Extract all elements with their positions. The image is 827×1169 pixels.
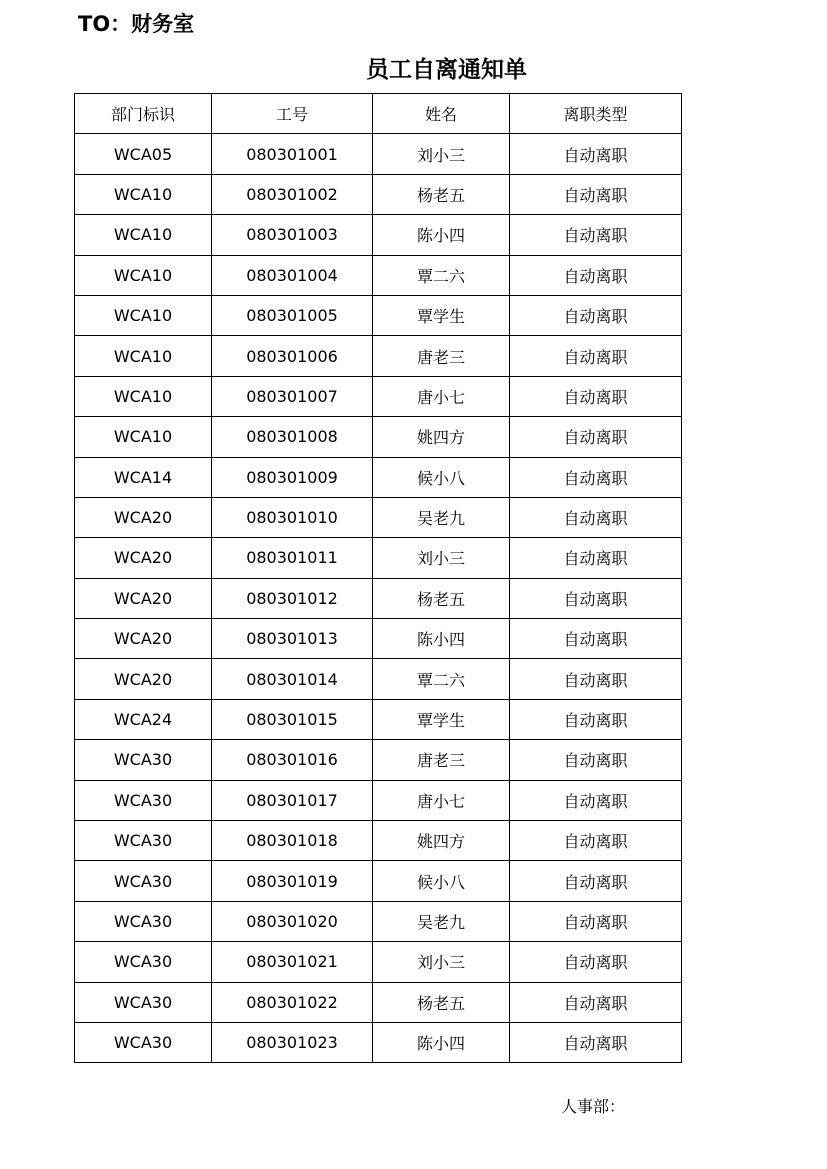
cell-name: 刘小三	[373, 134, 510, 174]
cell-department: WCA30	[75, 740, 212, 780]
cell-department: WCA10	[75, 295, 212, 335]
cell-employee-id: 080301009	[212, 457, 373, 497]
cell-employee-id: 080301018	[212, 821, 373, 861]
table-row	[75, 1022, 682, 1062]
cell-employee-id: 080301007	[212, 376, 373, 416]
cell-employee-id: 080301001	[212, 134, 373, 174]
cell-name: 杨老五	[373, 982, 510, 1022]
cell-name: 覃学生	[373, 295, 510, 335]
table-row	[75, 174, 682, 214]
column-header-employee-id: 工号	[212, 94, 373, 134]
table-row	[75, 255, 682, 295]
cell-department: WCA30	[75, 901, 212, 941]
cell-resignation-type: 自动离职	[510, 255, 682, 295]
cell-department: WCA30	[75, 821, 212, 861]
cell-department: WCA30	[75, 942, 212, 982]
cell-employee-id: 080301012	[212, 578, 373, 618]
cell-name: 刘小三	[373, 942, 510, 982]
cell-employee-id: 080301015	[212, 699, 373, 739]
table-row	[75, 659, 682, 699]
cell-resignation-type: 自动离职	[510, 619, 682, 659]
cell-resignation-type: 自动离职	[510, 134, 682, 174]
cell-department: WCA20	[75, 497, 212, 537]
cell-resignation-type: 自动离职	[510, 659, 682, 699]
cell-employee-id: 080301010	[212, 497, 373, 537]
cell-resignation-type: 自动离职	[510, 174, 682, 214]
cell-resignation-type: 自动离职	[510, 417, 682, 457]
table-row	[75, 619, 682, 659]
table-body	[75, 134, 682, 1063]
cell-name: 陈小四	[373, 1022, 510, 1062]
cell-name: 杨老五	[373, 578, 510, 618]
hr-department-signature: 人事部：	[561, 1097, 626, 1116]
cell-resignation-type: 自动离职	[510, 578, 682, 618]
cell-resignation-type: 自动离职	[510, 780, 682, 820]
cell-name: 吴老九	[373, 901, 510, 941]
cell-resignation-type: 自动离职	[510, 861, 682, 901]
cell-department: WCA10	[75, 376, 212, 416]
cell-employee-id: 080301021	[212, 942, 373, 982]
cell-resignation-type: 自动离职	[510, 295, 682, 335]
cell-employee-id: 080301017	[212, 780, 373, 820]
cell-name: 候小八	[373, 861, 510, 901]
cell-name: 候小八	[373, 457, 510, 497]
table-row	[75, 780, 682, 820]
column-header-resignation-type: 离职类型	[510, 94, 682, 134]
table-header-row	[75, 94, 682, 134]
cell-name: 刘小三	[373, 538, 510, 578]
cell-resignation-type: 自动离职	[510, 740, 682, 780]
table-row	[75, 578, 682, 618]
cell-department: WCA10	[75, 417, 212, 457]
table-row	[75, 134, 682, 174]
cell-resignation-type: 自动离职	[510, 457, 682, 497]
cell-employee-id: 080301002	[212, 174, 373, 214]
table-row	[75, 336, 682, 376]
cell-employee-id: 080301005	[212, 295, 373, 335]
cell-resignation-type: 自动离职	[510, 901, 682, 941]
cell-resignation-type: 自动离职	[510, 497, 682, 537]
cell-employee-id: 080301013	[212, 619, 373, 659]
cell-employee-id: 080301019	[212, 861, 373, 901]
table-row	[75, 538, 682, 578]
table-row	[75, 295, 682, 335]
table-row	[75, 215, 682, 255]
table-row	[75, 699, 682, 739]
cell-department: WCA14	[75, 457, 212, 497]
column-header-name: 姓名	[373, 94, 510, 134]
cell-employee-id: 080301008	[212, 417, 373, 457]
cell-department: WCA30	[75, 1022, 212, 1062]
cell-department: WCA10	[75, 174, 212, 214]
table-row	[75, 376, 682, 416]
table-row	[75, 942, 682, 982]
table-row	[75, 982, 682, 1022]
cell-resignation-type: 自动离职	[510, 336, 682, 376]
cell-name: 姚四方	[373, 821, 510, 861]
cell-employee-id: 080301016	[212, 740, 373, 780]
cell-department: WCA20	[75, 659, 212, 699]
cell-department: WCA20	[75, 578, 212, 618]
cell-department: WCA10	[75, 336, 212, 376]
cell-resignation-type: 自动离职	[510, 376, 682, 416]
table-row	[75, 457, 682, 497]
cell-employee-id: 080301022	[212, 982, 373, 1022]
cell-employee-id: 080301011	[212, 538, 373, 578]
cell-department: WCA20	[75, 619, 212, 659]
cell-name: 唐小七	[373, 376, 510, 416]
cell-department: WCA24	[75, 699, 212, 739]
cell-resignation-type: 自动离职	[510, 942, 682, 982]
cell-resignation-type: 自动离职	[510, 538, 682, 578]
cell-department: WCA20	[75, 538, 212, 578]
table-row	[75, 497, 682, 537]
document-title: 员工自离通知单	[366, 57, 527, 83]
cell-name: 覃二六	[373, 659, 510, 699]
cell-employee-id: 080301014	[212, 659, 373, 699]
cell-name: 陈小四	[373, 215, 510, 255]
cell-department: WCA10	[75, 255, 212, 295]
cell-department: WCA30	[75, 780, 212, 820]
cell-name: 吴老九	[373, 497, 510, 537]
table-row	[75, 821, 682, 861]
cell-name: 覃学生	[373, 699, 510, 739]
cell-name: 姚四方	[373, 417, 510, 457]
cell-employee-id: 080301020	[212, 901, 373, 941]
table-row	[75, 740, 682, 780]
table-row	[75, 901, 682, 941]
cell-resignation-type: 自动离职	[510, 1022, 682, 1062]
recipient-line: TO：财务室	[78, 12, 195, 36]
cell-employee-id: 080301003	[212, 215, 373, 255]
cell-name: 杨老五	[373, 174, 510, 214]
cell-name: 唐小七	[373, 780, 510, 820]
cell-employee-id: 080301004	[212, 255, 373, 295]
cell-name: 唐老三	[373, 740, 510, 780]
cell-resignation-type: 自动离职	[510, 215, 682, 255]
cell-department: WCA30	[75, 982, 212, 1022]
cell-resignation-type: 自动离职	[510, 821, 682, 861]
cell-resignation-type: 自动离职	[510, 982, 682, 1022]
column-header-department: 部门标识	[75, 94, 212, 134]
cell-name: 唐老三	[373, 336, 510, 376]
table-row	[75, 417, 682, 457]
cell-department: WCA10	[75, 215, 212, 255]
cell-name: 覃二六	[373, 255, 510, 295]
cell-department: WCA30	[75, 861, 212, 901]
resignation-table	[74, 93, 682, 1063]
cell-resignation-type: 自动离职	[510, 699, 682, 739]
cell-name: 陈小四	[373, 619, 510, 659]
table-row	[75, 861, 682, 901]
cell-employee-id: 080301023	[212, 1022, 373, 1062]
cell-department: WCA05	[75, 134, 212, 174]
cell-employee-id: 080301006	[212, 336, 373, 376]
